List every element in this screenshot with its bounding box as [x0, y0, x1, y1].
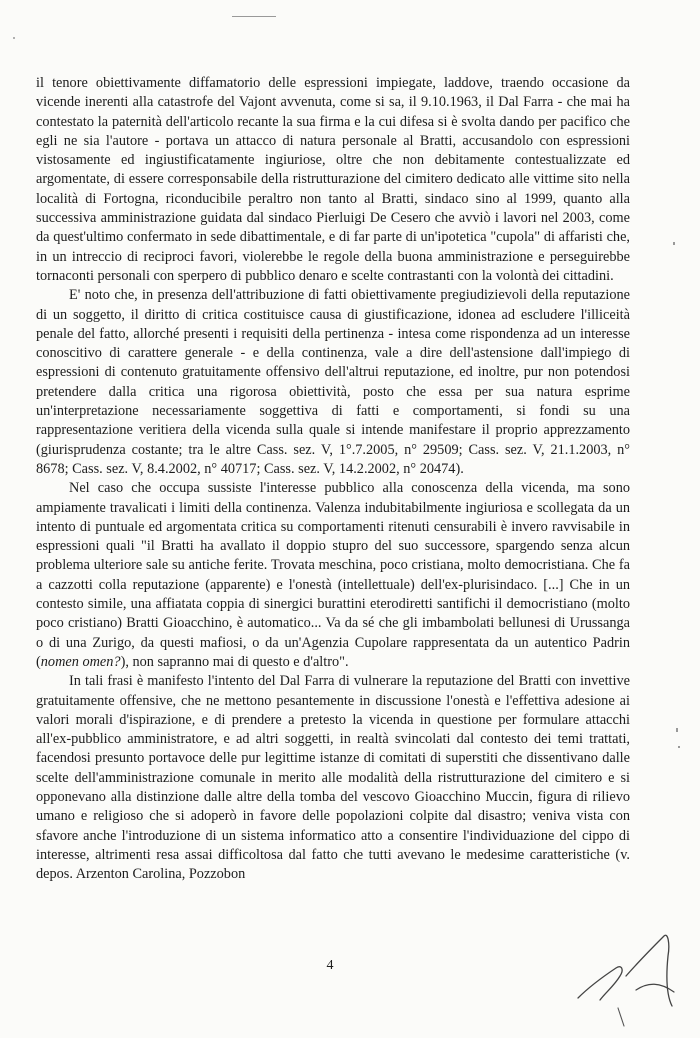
paragraph-4 [36, 672, 630, 884]
document-body [36, 74, 630, 884]
paragraph-4-text: In tali frasi è manifesto l'intento del Dal Farra di vulnerare la reputazione del Bratti con invettive gratuitamente offensive, che ne mettono pesantemente in discussione l'onestà e l'effettiva adesione ai valori morali d'ispirazione, e di prendere a pretesto la vicenda in questione per formulare attacchi all'ex-pubblico amministratore, e ad altri soggetti, in realtà svincolati dal contesto dei temi trattati, facendosi presunto portavoce delle pur legittime istanze di comitati di superstiti che dissentivano dalle scelte dell'amministrazione comunale in merito alle modalità della ristrutturazione del cimitero e si opponevano alla distinzione dalle altre della tomba del vescovo Gioacchino Muccin, figura di rilievo umano e religioso che si adoperò in favore delle popolazioni colpite dal disastro; veniva vista con sfavore anche l'introduzione di un sistema informatico atto a consentire l'individuazione del cippo di interesse, altrimenti resa assai difficoltosa dal fatto che tutti avevano le medesime caratteristiche (v. depos. Arzenton Carolina, Pozzobon [36, 673, 630, 883]
paragraph-2 [36, 286, 630, 479]
page-number: 4 [326, 958, 334, 973]
scan-mark-right-3 [678, 746, 680, 748]
handwritten-signature [560, 920, 690, 1030]
paragraph-3-italic-phrase: nomen omen? [40, 653, 121, 670]
paragraph-2-text: E' noto che, in presenza dell'attribuzione di fatti obiettivamente pregiudizievoli della reputazione di un soggetto, il diritto di critica costituisce causa di giustificazione, idonea ad escludere l'illiceità penale del fatto, allorché presenti i requisiti della pertinenza - intesa come rispondenza ad un interesse conoscitivo di carattere generale - e della continenza, vale a dire dell'astensione dall'impiego di espressioni di contenuto gratuitamente offensivo dell'altrui reputazione, ed inoltre, pur non potendosi pretendere dalla critica una rigorosa obiettività, posto che essa per sua natura esprime un'interpretazione necessariamente soggettiva di fatti e comportamenti, si fondi su una rappresentazione veritiera della vicenda sulla quale si intende manifestare il proprio apprezzamento (giurisprudenza costante; tra le altre Cass. sez. V, 1°.7.2005, n° 29509; Cass. sez. V, 21.1.2003, n° 8678; Cass. sez. V, 8.4.2002, n° 40717; Cass. sez. V, 14.2.2002, n° 20474). [36, 287, 630, 477]
paragraph-3-text: Nel caso che occupa sussiste l'interesse pubblico alla conoscenza della vicenda, ma sono ampiamente travalicati i limiti della continenza. Valenza indubitabilmente ingiuriosa e scollegata da un intento di puntuale ed argomentata critica su comportamenti ritenuti censurabili è invero ravvisabile in espressioni quali "il Bratti ha avallato il doppio stupro del suo successore, spargendo senza alcun problema ulteriore sale su antiche ferite. Trovata meschina, poco cristiana, molto democristiana. Che fa a cazzotti colla reputazione (apparente) e l'onestà (intellettuale) dell'ex-plurisindaco. [...] Che in un contesto simile, una affiatata coppia di sinergici burattini eterodiretti santifichi il democristiano (molto poco cristiano) Bratti Gioacchino, è automatico... Va da sé che gli imbambolati bellunesi di Urussanga o di una Zurigo, da questi mafiosi, o da un'Agenzia Cupolare rappresentata da un autentico Padrin ( [36, 480, 630, 670]
scan-mark-right-2 [676, 728, 678, 732]
scan-mark-top [232, 16, 276, 17]
paragraph-3 [36, 479, 630, 672]
paragraph-3-text-end: ), non sapranno mai di questo e d'altro". [120, 653, 349, 670]
paragraph-1-text: il tenore obiettivamente diffamatorio delle espressioni impiegate, laddove, traendo occasione da vicende inerenti alla catastrofe del Vajont avvenuta, come si sa, il 9.10.1963, il Dal Farra - che mai ha contestato la paternità dell'articolo recante la sua firma e la cui difesa si è svolta dando per pacifico che egli ne sia l'autore - portava un attacco di natura personale al Bratti, accusandolo con espressioni vistosamente ed ingiustificatamente ingiuriose, oltre che non debitamente contestualizzate ed argomentate, di essere corresponsabile della ristrutturazione del cimitero dedicato alle vittime sito nella località di Fortogna, riconducibile peraltro non tanto al Bratti, sindaco sino al 1999, quanto alla successiva amministrazione guidata dal sindaco Pierluigi De Cesero che avviò i lavori nel 2003, come da quest'ultimo confermato in sede dibattimentale, e di far parte di un'ipotetica "cupola" di affaristi che, in un intreccio di reciproci favori, violerebbe le regole della buona amministrazione e perseguirebbe tornaconti personali con sperpero di pubblico denaro e scelte contrastanti con la volontà dei cittadini. [36, 75, 630, 284]
scan-mark-left [13, 37, 15, 39]
paragraph-1 [36, 74, 630, 286]
scan-mark-right-1 [673, 242, 675, 245]
